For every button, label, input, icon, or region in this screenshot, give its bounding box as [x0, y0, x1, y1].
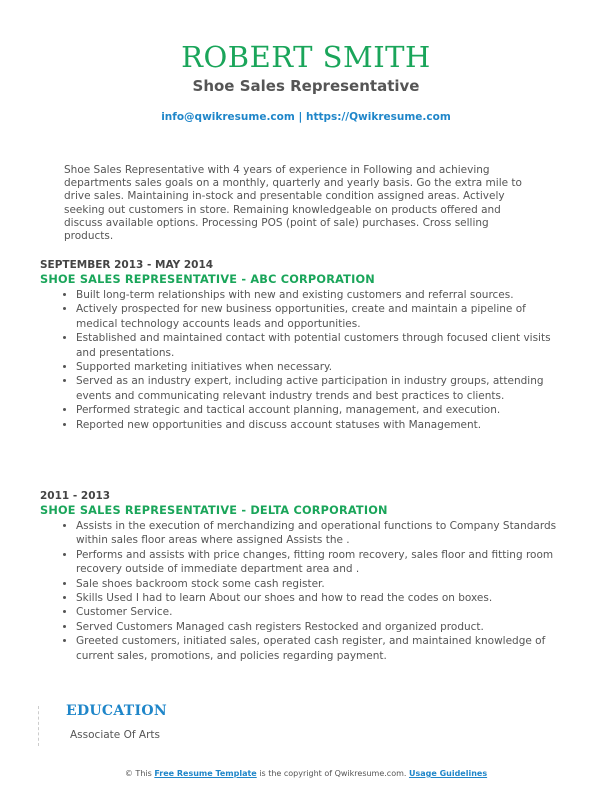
- experience-dates: 2011 - 2013: [40, 490, 111, 502]
- experience-entry: [40, 490, 560, 663]
- bullet-item: • Supported marketing initiatives when necessary.: [76, 360, 560, 374]
- experience-role: SHOE SALES REPRESENTATIVE - DELTA CORPORATION: [40, 504, 388, 517]
- section-divider: [38, 706, 41, 746]
- footer-copyright: [0, 769, 612, 778]
- job-title: Shoe Sales Representative: [192, 77, 420, 95]
- candidate-name: ROBERT SMITH: [181, 40, 431, 74]
- bullet-item: • Performed strategic and tactical account planning, management, and execution.: [76, 403, 560, 417]
- website-link[interactable]: https://Qwikresume.com: [305, 111, 451, 123]
- contact-line: [0, 111, 612, 123]
- experience-bullets: [40, 519, 560, 663]
- education-heading: EDUCATION: [66, 703, 167, 719]
- email-link[interactable]: info@qwikresume.com: [161, 111, 295, 123]
- experience-role: SHOE SALES REPRESENTATIVE - ABC CORPORATION: [40, 273, 375, 286]
- bullet-item: • Skills Used I had to learn About our shoes and how to read the codes on boxes.: [76, 591, 560, 605]
- footer-prefix: © This: [124, 769, 155, 778]
- summary-paragraph: Shoe Sales Representative with 4 years of experience in Following and achieving departments sales goals on a monthly, quarterly and yearly basis. Go the extra mile to drive sales. Maintaining in-stock and presentable condition assigned areas. Actively seeking out customers in store. Remaining knowledgeable on products offered and discuss available options. Processing POS (point of sale) purchases. Cross selling products.: [64, 164, 522, 243]
- bullet-item: • Performs and assists with price changes, fitting room recovery, sales floor and fitting room recovery outside of immediate department area and .: [76, 548, 560, 577]
- experience-entry: [40, 259, 560, 432]
- experience-bullets: [40, 288, 560, 432]
- bullet-item: • Assists in the execution of merchandizing and operational functions to Company Standards within sales floor areas where assigned Assists the .: [76, 519, 560, 548]
- experience-dates: SEPTEMBER 2013 - MAY 2014: [40, 259, 214, 271]
- education-degree: Associate Of Arts: [70, 729, 160, 741]
- bullet-item: • Built long-term relationships with new and existing customers and referral sources.: [76, 288, 560, 302]
- bullet-item: • Customer Service.: [76, 605, 560, 619]
- free-resume-template-link[interactable]: Free Resume Template: [154, 769, 257, 778]
- bullet-item: • Greeted customers, initiated sales, operated cash register, and maintained knowledge of current sales, promotions, and policies regarding payment.: [76, 634, 560, 663]
- bullet-item: • Sale shoes backroom stock some cash register.: [76, 577, 560, 591]
- bullet-item: • Established and maintained contact with potential customers through focused client visits and presentations.: [76, 331, 560, 360]
- bullet-item: • Reported new opportunities and discuss account statuses with Management.: [76, 418, 560, 432]
- bullet-item: • Actively prospected for new business opportunities, create and maintain a pipeline of medical technology accounts leads and opportunities.: [76, 302, 560, 331]
- footer-middle: is the copyright of Qwikresume.com.: [256, 769, 409, 778]
- bullet-item: • Served as an industry expert, including active participation in industry groups, attending events and communicating relevant industry trends and best practices to clients.: [76, 374, 560, 403]
- bullet-item: • Served Customers Managed cash registers Restocked and organized product.: [76, 620, 560, 634]
- contact-separator: |: [294, 111, 306, 123]
- usage-guidelines-link[interactable]: Usage Guidelines: [408, 769, 488, 778]
